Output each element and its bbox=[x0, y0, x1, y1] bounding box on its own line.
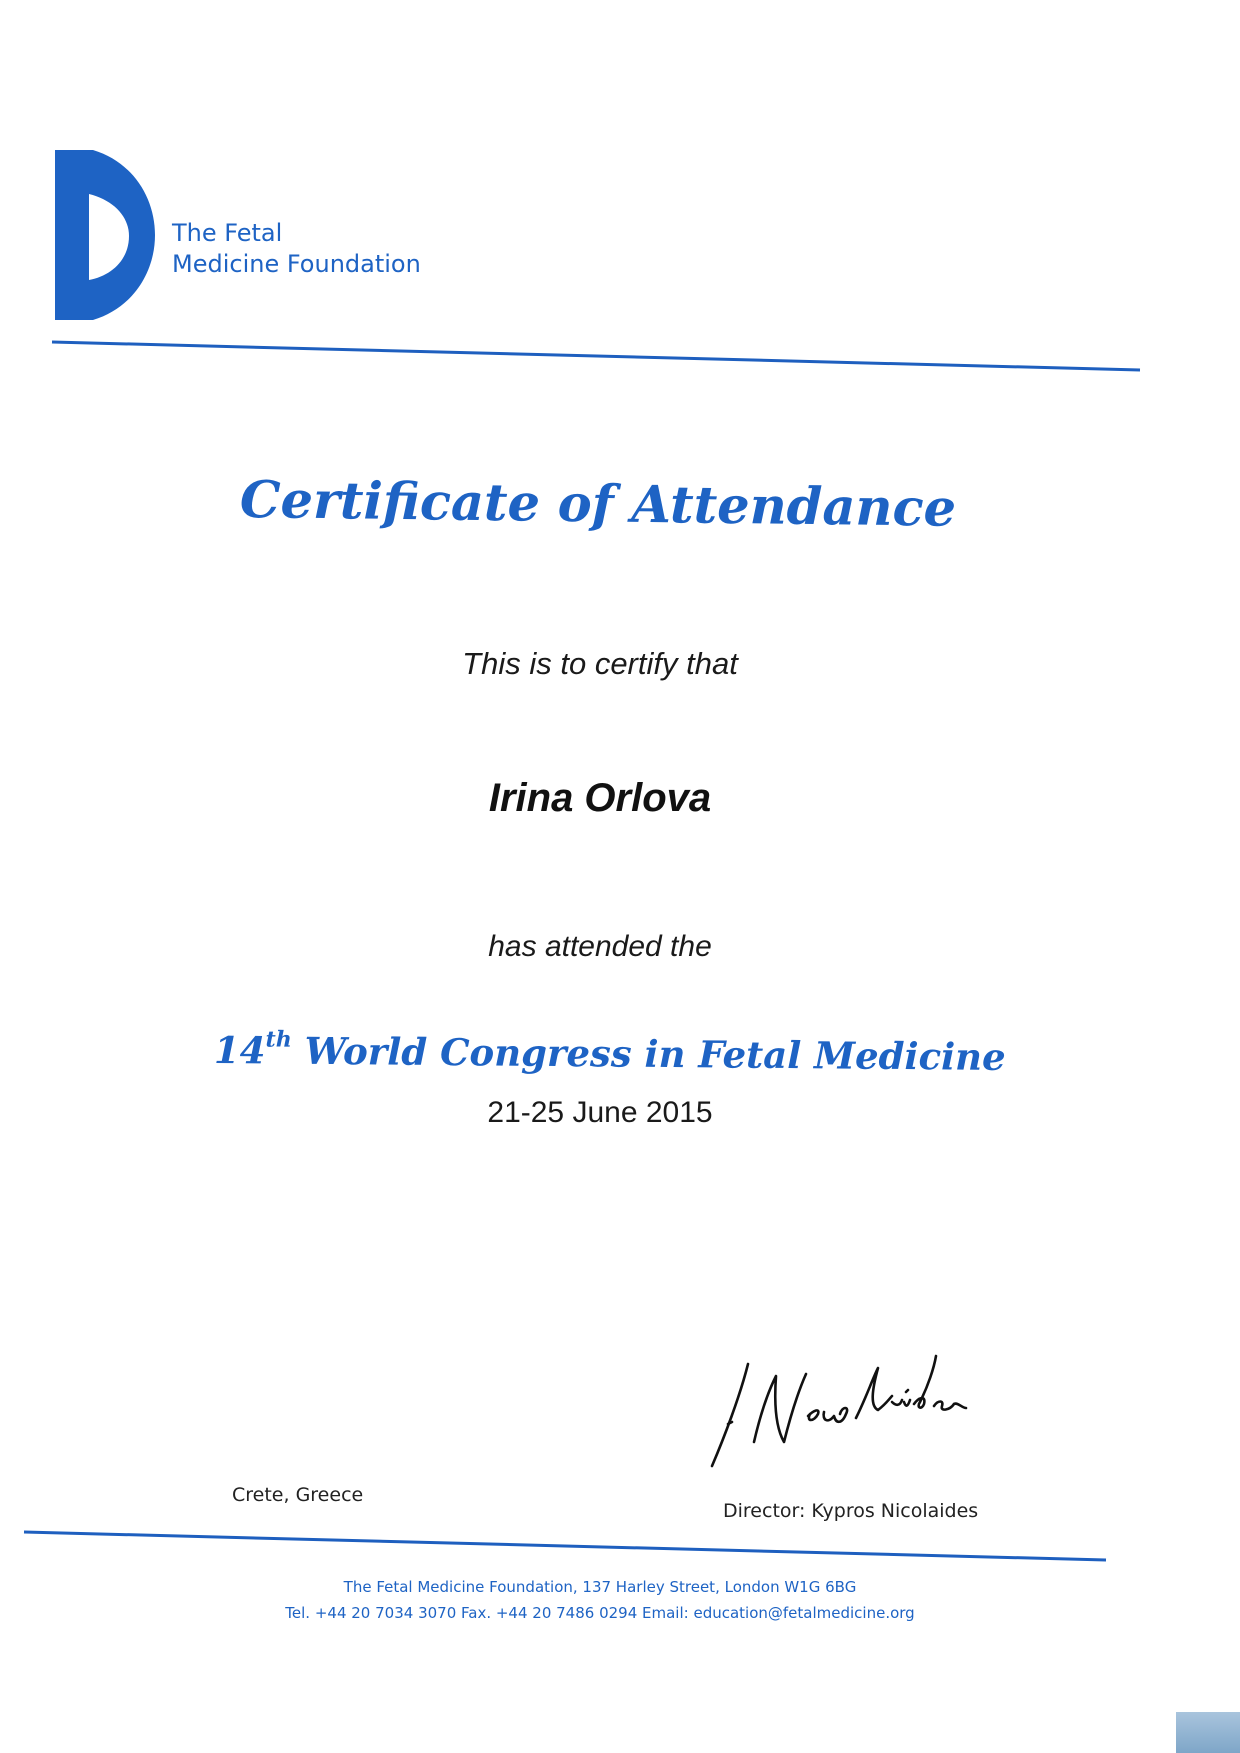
event-name: World Congress in Fetal Medicine bbox=[304, 1028, 1006, 1079]
organization-name-line2: Medicine Foundation bbox=[172, 250, 421, 278]
footer-address: The Fetal Medicine Foundation, 137 Harley Street, London W1G 6BG bbox=[343, 1578, 857, 1596]
footer-contact: Tel. +44 20 7034 3070 Fax. +44 20 7486 0294 Email: education@fetalmedicine.org bbox=[285, 1604, 915, 1622]
recipient-name: Irina Orlova bbox=[488, 776, 712, 820]
event-title bbox=[214, 1028, 1006, 1079]
event-location: Crete, Greece bbox=[232, 1484, 364, 1506]
certify-text: This is to certify that bbox=[462, 646, 738, 681]
certificate-title: Certificate of Attendance bbox=[239, 470, 957, 539]
handwritten-signature-icon bbox=[710, 1346, 980, 1476]
organization-name-line1: The Fetal bbox=[172, 219, 283, 247]
event-ordinal-number: 14 bbox=[213, 1028, 266, 1073]
event-dates: 21-25 June 2015 bbox=[487, 1096, 713, 1129]
scan-corner-mark bbox=[1176, 1712, 1240, 1753]
attended-text: has attended the bbox=[488, 930, 712, 963]
bottom-divider bbox=[24, 1532, 1106, 1560]
event-ordinal-suffix: th bbox=[265, 1026, 292, 1053]
top-divider bbox=[52, 342, 1140, 370]
director-signature-label: Director: Kypros Nicolaides bbox=[723, 1500, 979, 1522]
